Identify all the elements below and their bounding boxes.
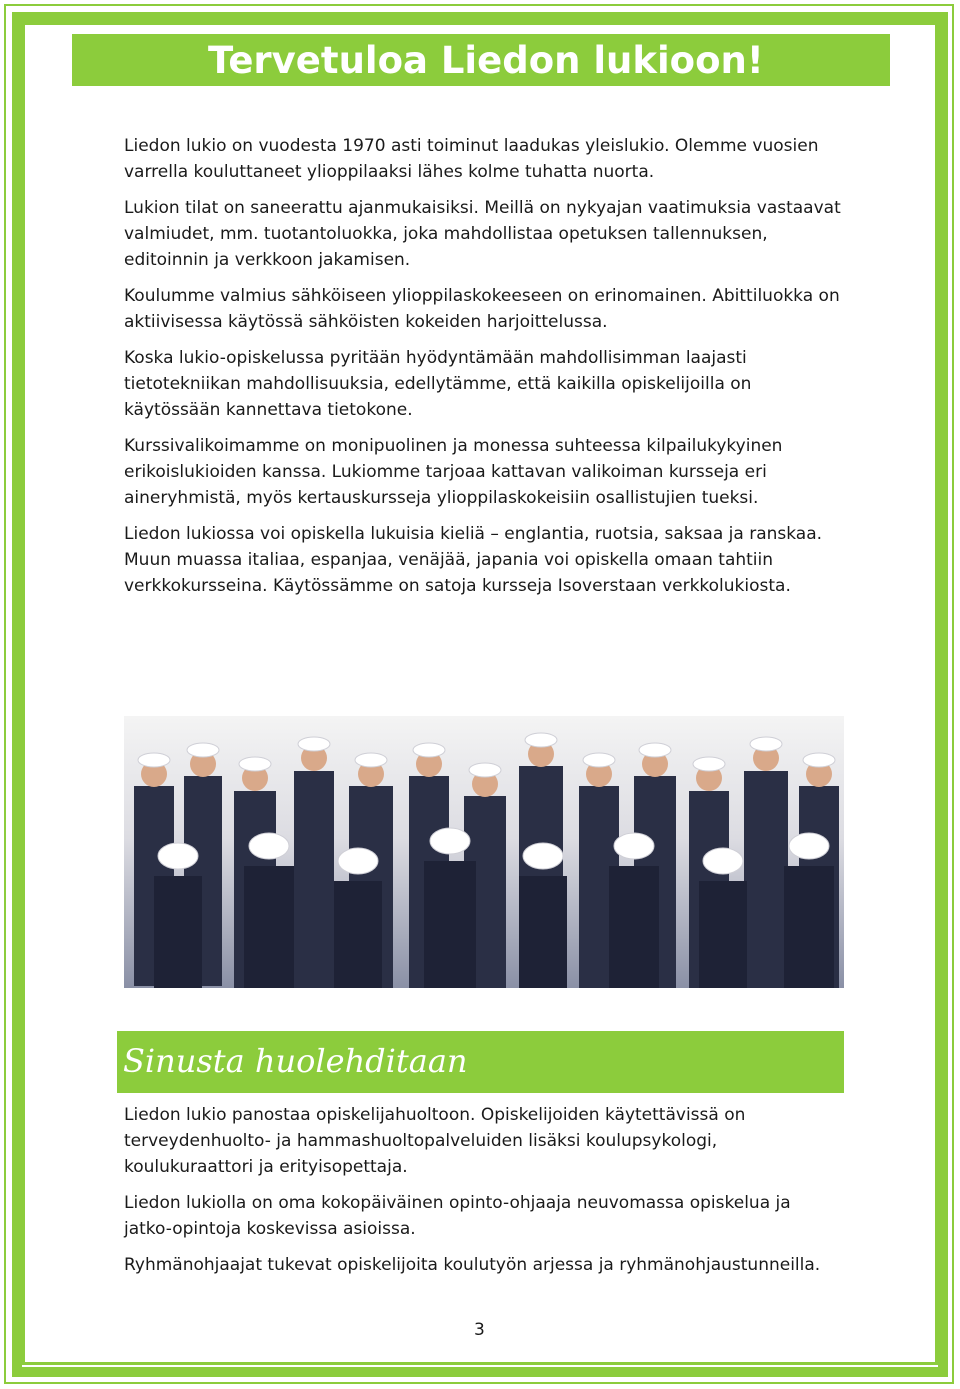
intro-paragraph: Koulumme valmius sähköiseen ylioppilaskokeeseen on erinomainen. Abittiluokka on aktiivisessa käytössä sähköisten kokeiden harjoittelussa. [124,286,840,332]
frame-bar-left [12,12,22,1377]
section-text [124,1102,844,1288]
frame-bar-bottom [12,1367,948,1377]
page-title: Tervetuloa Liedon lukioon! [208,39,764,82]
section-band [117,1031,844,1093]
intro-paragraph: Kurssivalikoimamme on monipuolinen ja monessa suhteessa kilpailukykyinen erikoislukioiden kanssa. Lukiomme tarjoaa kattavan valikoiman kursseja eri aineryhmistä, myös kertauskursseja ylioppilaskokeisiin osallistujien tueksi. [124,436,783,508]
graduation-photo-illustration [124,716,844,988]
title-band [72,34,890,86]
intro-paragraph: Liedon lukiossa voi opiskella lukuisia kieliä – englantia, ruotsia, saksaa ja ranskaa. Muun muassa italiaa, espanjaa, venäjää, japania voi opiskella omaan tahtiin verkkokursseina. Käytössämme on satoja kursseja Isoverstaan verkkolukiosta. [124,524,823,596]
frame-bar-top [12,12,948,22]
section-paragraph: Liedon lukio panostaa opiskelijahuoltoon. Opiskelijoiden käytettävissä on terveydenhuolto- ja hammashuoltopalveluiden lisäksi koulupsykologi, koulukuraattori ja erityisopettaja. [124,1105,746,1177]
page-number: 3 [474,1320,485,1340]
section-paragraph: Ryhmänohjaajat tukevat opiskelijoita koulutyön arjessa ja ryhmänohjaustunneilla. [124,1255,821,1275]
intro-paragraph: Koska lukio-opiskelussa pyritään hyödyntämään mahdollisimman laajasti tietotekniikan mahdollisuuksia, edellytämme, että kaikilla opiskelijoilla on käytössään kannettava tietokone. [124,348,752,420]
intro-paragraph: Lukion tilat on saneerattu ajanmukaisiksi. Meillä on nykyajan vaatimuksia vastaavat valmiudet, mm. tuotantoluokka, joka mahdollistaa opetuksen tallennuksen, editoinnin ja verkkoon jakamisen. [124,198,841,270]
graduation-photo [124,716,844,988]
intro-paragraph: Liedon lukio on vuodesta 1970 asti toiminut laadukas yleislukio. Olemme vuosien varrella kouluttaneet ylioppilaaksi lähes kolme tuhatta nuorta. [124,136,819,182]
intro-text [124,133,844,609]
section-paragraph: Liedon lukiolla on oma kokopäiväinen opinto-ohjaaja neuvomassa opiskelua ja jatko-opintoja koskevissa asioissa. [124,1193,791,1239]
section-title: Sinusta huolehditaan [123,1042,468,1080]
frame-bar-right [938,12,948,1377]
